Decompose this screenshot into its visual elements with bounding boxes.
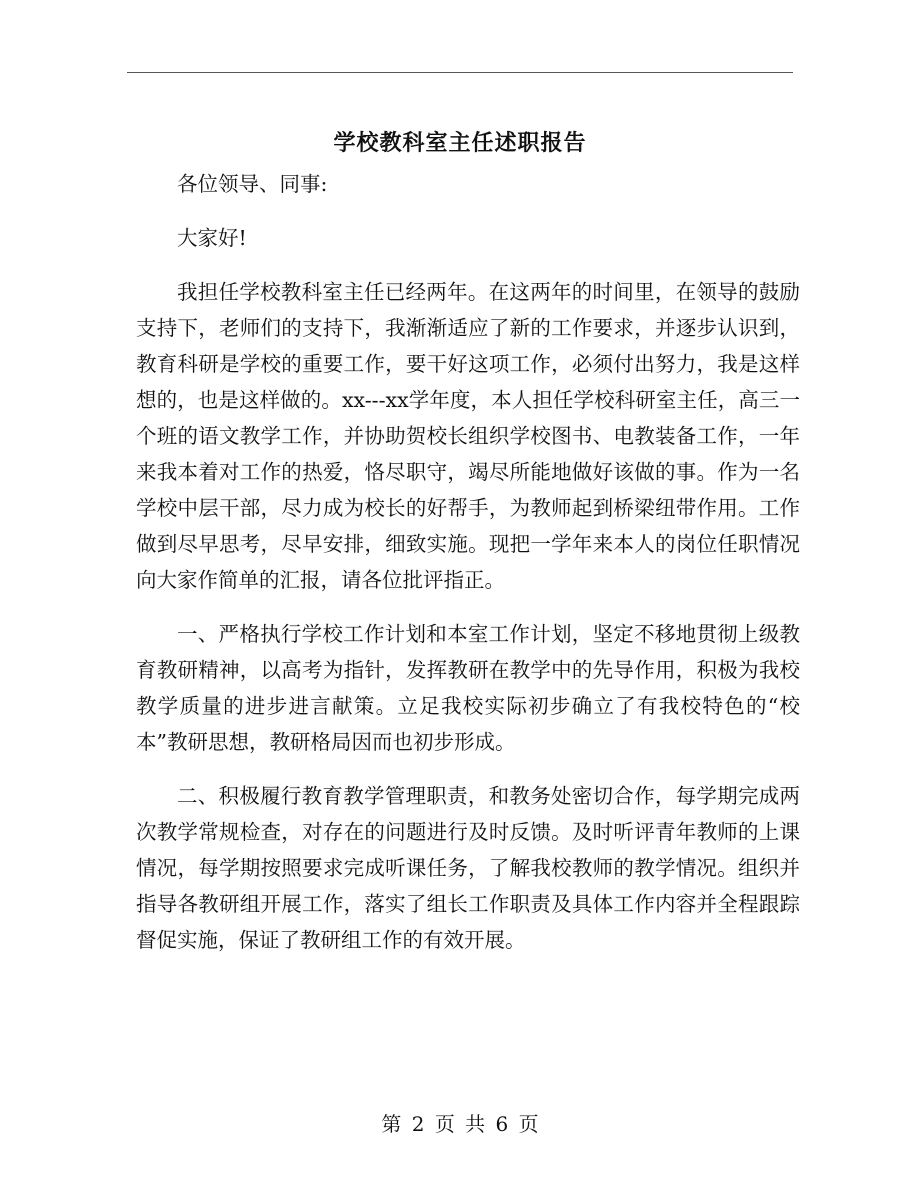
greeting: 大家好! bbox=[177, 226, 247, 250]
body-paragraph-section-1: 一、严格执行学校工作计划和本室工作计划，坚定不移地贯彻上级教育教研精神，以高考为指针，发挥教研在教学中的先导作用，积极为我校教学质量的进步进言献策。立足我校实际初步确立了有我校特色的“校本”教研思想，教研格局因而也初步形成。 bbox=[136, 622, 800, 754]
page-title: 学校教科室主任述职报告 bbox=[333, 129, 587, 156]
header-rule bbox=[127, 72, 793, 73]
body-paragraph-section-2: 二、积极履行教育教学管理职责，和教务处密切合作，每学期完成两次教学常规检查，对存在的问题进行及时反馈。及时听评青年教师的上课情况，每学期按照要求完成听课任务，了解我校教师的教学情况。组织并指导各教研组开展工作，落实了组长工作职责及具体工作内容并全程跟踪督促实施，保证了教研组工作的有效开展。 bbox=[136, 784, 800, 952]
salutation: 各位领导、同事: bbox=[177, 172, 328, 196]
body-paragraph-intro: 我担任学校教科室主任已经两年。在这两年的时间里，在领导的鼓励支持下，老师们的支持下，我渐渐适应了新的工作要求，并逐步认识到，教育科研是学校的重要工作，要干好这项工作，必须付出努力，我是这样想的，也是这样做的。xx---xx学年度，本人担任学校科研室主任，高三一个班的语文教学工作，并协助贺校长组织学校图书、电教装备工作，一年来我本着对工作的热爱，恪尽职守，竭尽所能地做好该做的事。作为一名学校中层干部，尽力成为校长的好帮手，为教师起到桥梁纽带作用。工作做到尽早思考，尽早安排，细致实施。现把一学年来本人的岗位任职情况向大家作简单的汇报，请各位批评指正。 bbox=[136, 280, 800, 592]
document-body bbox=[136, 166, 800, 976]
page-footer: 第 2 页 共 6 页 bbox=[381, 1112, 539, 1136]
